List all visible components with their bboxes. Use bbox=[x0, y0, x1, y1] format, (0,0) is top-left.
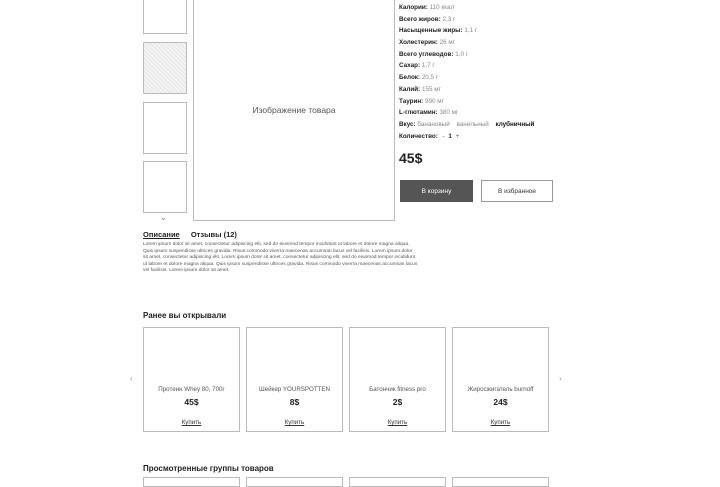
card-price: 45$ bbox=[184, 397, 199, 407]
spec-row: Сахар: 1,7 г bbox=[399, 62, 435, 70]
image-placeholder-label: Изображение товара bbox=[252, 104, 336, 115]
quantity-value[interactable]: 1 bbox=[448, 132, 452, 140]
add-to-cart-button[interactable]: В корзину bbox=[400, 180, 473, 202]
quantity-row bbox=[399, 131, 539, 143]
spec-row: Всего углеводов: 1,0 г bbox=[399, 50, 468, 58]
product-card[interactable] bbox=[143, 327, 240, 432]
group-card[interactable] bbox=[143, 477, 240, 487]
add-to-favorites-button[interactable]: В избранное bbox=[481, 180, 553, 202]
group-card[interactable] bbox=[452, 477, 549, 487]
card-price: 24$ bbox=[493, 397, 508, 407]
card-product-name: Протеин Whey 80, 700г bbox=[158, 386, 225, 393]
tab-description[interactable]: Описание bbox=[143, 230, 180, 239]
carousel-next-arrow-icon[interactable]: › bbox=[559, 374, 562, 383]
card-product-name: Шейкер YOURSPOTTEN bbox=[258, 386, 331, 393]
spec-row: Белок: 20,5 г bbox=[399, 74, 439, 82]
card-buy-link[interactable]: Купить bbox=[387, 419, 408, 426]
product-main-image bbox=[193, 0, 395, 221]
card-price: 2$ bbox=[392, 397, 403, 407]
card-product-name: Жиросжигатель burnoff bbox=[467, 386, 534, 393]
spec-row: Холестерин: 26 мг bbox=[399, 39, 455, 47]
spec-row: Всего жиров: 2,3 г bbox=[399, 15, 456, 23]
spec-row: Насыщенные жиры: 1,1 г bbox=[399, 27, 478, 35]
card-buy-link[interactable]: Купить bbox=[284, 419, 305, 426]
spec-row: Таурин: 990 мг bbox=[399, 97, 444, 105]
flavor-option-vanilla[interactable]: ванильный bbox=[456, 120, 489, 128]
product-specs bbox=[399, 2, 539, 142]
recent-section-title: Ранее вы открывали bbox=[143, 311, 227, 320]
product-thumbnail-2[interactable] bbox=[143, 42, 187, 94]
card-product-name: Батончик fitness pro bbox=[369, 386, 426, 393]
product-thumbnail-4[interactable] bbox=[143, 161, 187, 213]
group-card[interactable] bbox=[349, 477, 446, 487]
card-buy-link[interactable]: Купить bbox=[181, 419, 202, 426]
product-price: 45$ bbox=[399, 150, 423, 166]
chevron-down-icon[interactable]: ⌄ bbox=[160, 213, 167, 222]
carousel-prev-arrow-icon[interactable]: ‹ bbox=[130, 374, 133, 383]
product-thumbnail-3[interactable] bbox=[143, 102, 187, 154]
card-buy-link[interactable]: Купить bbox=[490, 419, 511, 426]
product-card[interactable] bbox=[349, 327, 446, 432]
spec-row: Калий: 155 мг bbox=[399, 85, 441, 93]
tab-reviews[interactable]: Отзывы (12) bbox=[190, 230, 237, 239]
flavor-row bbox=[399, 119, 539, 131]
product-thumbnail-1[interactable] bbox=[143, 0, 187, 34]
viewed-groups-section-title: Просмотренные группы товаров bbox=[143, 464, 274, 473]
product-card[interactable] bbox=[452, 327, 549, 432]
quantity-label: Количество: bbox=[399, 132, 438, 140]
quantity-increment-button[interactable]: + bbox=[455, 132, 460, 140]
product-card[interactable] bbox=[246, 327, 343, 432]
flavor-option-banana[interactable]: банановый bbox=[417, 120, 450, 128]
quantity-decrement-button[interactable]: - bbox=[442, 132, 445, 140]
group-card[interactable] bbox=[246, 477, 343, 487]
product-tabs bbox=[143, 230, 246, 239]
flavor-option-strawberry[interactable]: клубничный bbox=[495, 120, 535, 128]
flavor-label: Вкус: bbox=[399, 120, 416, 128]
card-price: 8$ bbox=[289, 397, 300, 407]
description-text: Lorem ipsum dolor sit amet, consectetur adipiscing elit, sed do eiusmod tempor incididunt ut labore et dolore magna aliqua. Quis ipsum suspendisse ultrices gravida. Risus commodo viverra maecenas accumsan lacus vel facilisis. Lorem ipsum dolor sit amet, consectetur adipiscing elit. Lorem ipsum dolor sit amet, consectetur adipiscing elit, sed do eiusmod tempor incididunt ut labore et dolore magna aliqua. Quis ipsum suspendisse ultrices gravida. Risus commodo viverra maecenas accumsan lacus vel facilisis. Lorem ipsum dolor sit amet. bbox=[143, 242, 418, 274]
spec-row: L-глютамин: 380 мг bbox=[399, 109, 459, 117]
spec-row: Калории: 110 ккал bbox=[399, 4, 455, 11]
